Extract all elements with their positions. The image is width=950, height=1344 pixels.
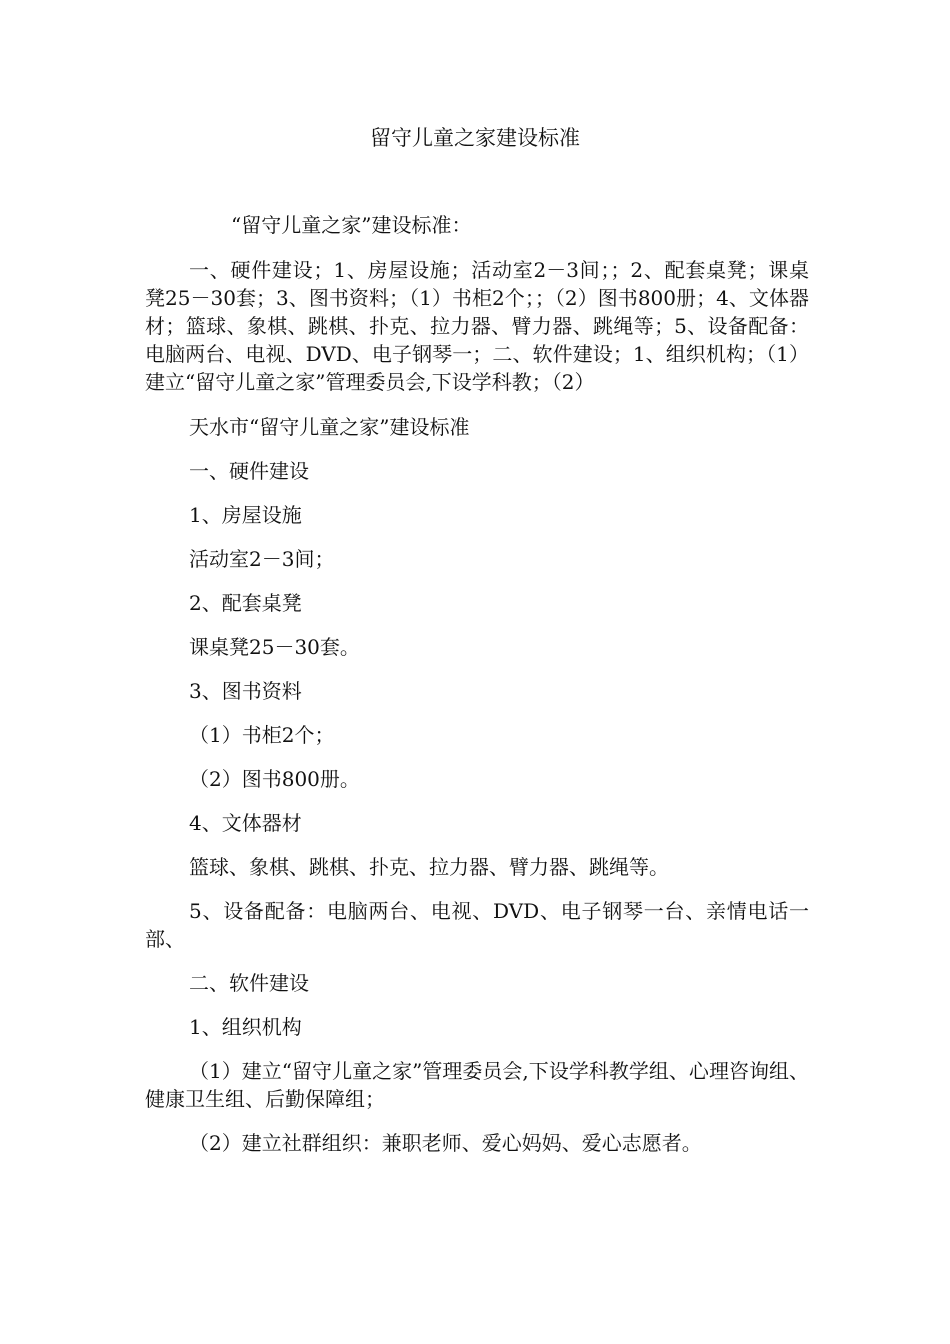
paragraph: （1）建立“留守儿童之家”管理委员会,下设学科教学组、心理咨询组、健康卫生组、后勤保障组； — [145, 1059, 809, 1111]
paragraph: 2、配套桌凳 — [189, 591, 302, 615]
paragraph: 5、设备配备：电脑两台、电视、DVD、电子钢琴一台、亲情电话一部、 — [145, 899, 809, 951]
paragraph: 二、软件建设 — [189, 971, 309, 995]
paragraph: 课桌凳25－30套。 — [189, 635, 360, 659]
summary-paragraph: 一、硬件建设；1、房屋设施；活动室2－3间；；2、配套桌凳；课桌凳25－30套；3、图书资料；（1）书柜2个；；（2）图书800册；4、文体器材；篮球、象棋、跳棋、扑克、拉力器、臂力器、跳绳等；5、设备配备：电脑两台、电视、DVD、电子钢琴一；二、软件建设；1、组织机构；（1）建立“留守儿童之家”管理委员会,下设学科教；（2） — [145, 258, 809, 394]
paragraph: 活动室2－3间； — [189, 547, 335, 571]
paragraph: 天水市“留守儿童之家”建设标准 — [189, 415, 470, 439]
document-title: 留守儿童之家建设标准 — [370, 126, 580, 150]
paragraph: （2）图书800册。 — [189, 767, 360, 791]
paragraph: 1、房屋设施 — [189, 503, 302, 527]
paragraph: 一、硬件建设 — [189, 459, 309, 483]
document-body — [145, 211, 809, 1173]
paragraph: 1、组织机构 — [189, 1015, 302, 1039]
paragraph: （1）书柜2个； — [189, 723, 335, 747]
paragraph: （2）建立社群组织：兼职老师、爱心妈妈、爱心志愿者。 — [189, 1131, 702, 1155]
paragraph: 篮球、象棋、跳棋、扑克、拉力器、臂力器、跳绳等。 — [189, 855, 669, 879]
paragraph: 4、文体器材 — [189, 811, 302, 835]
document-subtitle: “留守儿童之家”建设标准： — [231, 213, 472, 237]
paragraph: 3、图书资料 — [189, 679, 302, 703]
